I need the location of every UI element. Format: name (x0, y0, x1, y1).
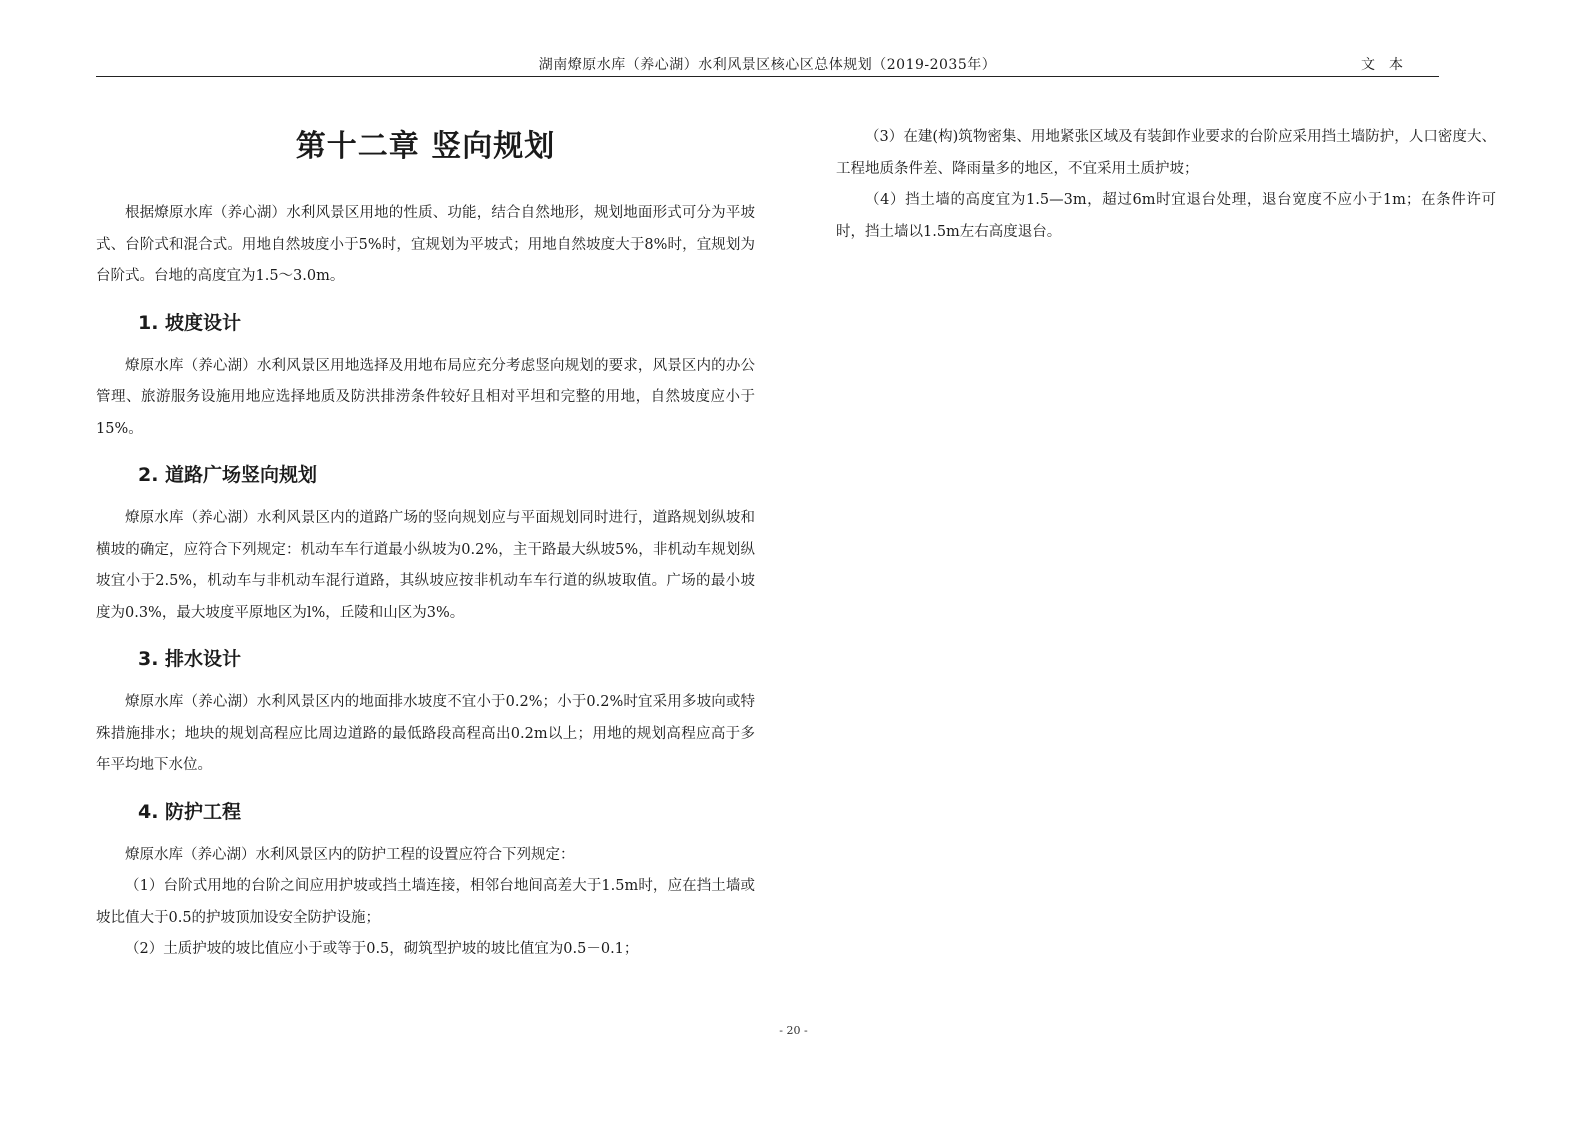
page-header (96, 52, 1439, 77)
right-column (836, 122, 1496, 248)
paragraph: 燎原水库（养心湖）水利风景区用地选择及用地布局应充分考虑竖向规划的要求，风景区内的办公管理、旅游服务设施用地应选择地质及防洪排涝条件较好且相对平坦和完整的用地，自然坡度应小于15%。 (96, 357, 755, 437)
section-label: 文本 (1361, 57, 1417, 73)
page-number: - 20 - (779, 1024, 808, 1037)
list-item: （4）挡土墙的高度宜为1.5—3m，超过6m时宜退台处理，退台宽度不应小于1m；在条件许可时，挡土墙以1.5m左右高度退台。 (836, 192, 1496, 240)
left-column (96, 112, 755, 966)
document-title: 湖南燎原水库（养心湖）水利风景区核心区总体规划（2019-2035年） (538, 57, 997, 73)
list-item: （1）台阶式用地的台阶之间应用护坡或挡土墙连接，相邻台地间高差大于1.5m时，应在挡土墙或坡比值大于0.5的护坡顶加设安全防护设施； (96, 878, 755, 926)
section-heading-slope: 1. 坡度设计 (138, 311, 242, 334)
section-heading-road-plaza: 2. 道路广场竖向规划 (138, 464, 318, 486)
intro-paragraph: 根据燎原水库（养心湖）水利风景区用地的性质、功能，结合自然地形，规划地面形式可分为平坡式、台阶式和混合式。用地自然坡度小于5%时，宜规划为平坡式；用地自然坡度大于8%时，宜规划为台阶式。台地的高度宜为1.5～3.0m。 (96, 205, 755, 284)
list-item: （3）在建(构)筑物密集、用地紧张区域及有装卸作业要求的台阶应采用挡土墙防护，人口密度大、工程地质条件差、降雨量多的地区，不宜采用土质护坡； (836, 129, 1496, 177)
paragraph: 燎原水库（养心湖）水利风景区内的道路广场的竖向规划应与平面规划同时进行，道路规划纵坡和横坡的确定，应符合下列规定：机动车车行道最小纵坡为0.2%，主干路最大纵坡5%，非机动车规划纵坡宜小于2.5%，机动车与非机动车混行道路，其纵坡应按非机动车车行道的纵坡取值。广场的最小坡度为0.3%，最大坡度平原地区为l%，丘陵和山区为3%。 (96, 510, 755, 621)
chapter-title: 第十二章 竖向规划 (295, 129, 556, 164)
paragraph: 燎原水库（养心湖）水利风景区内的防护工程的设置应符合下列规定： (125, 846, 575, 863)
paragraph: 燎原水库（养心湖）水利风景区内的地面排水坡度不宜小于0.2%；小于0.2%时宜采用多坡向或特殊措施排水；地块的规划高程应比周边道路的最低路段高程高出0.2m以上；用地的规划高程应高于多年平均地下水位。 (96, 694, 755, 773)
section-heading-protection: 4. 防护工程 (138, 800, 242, 823)
section-heading-drainage: 3. 排水设计 (138, 648, 242, 670)
list-item: （2）土质护坡的坡比值应小于或等于0.5，砌筑型护坡的坡比值宜为0.5－0.1； (125, 941, 639, 957)
